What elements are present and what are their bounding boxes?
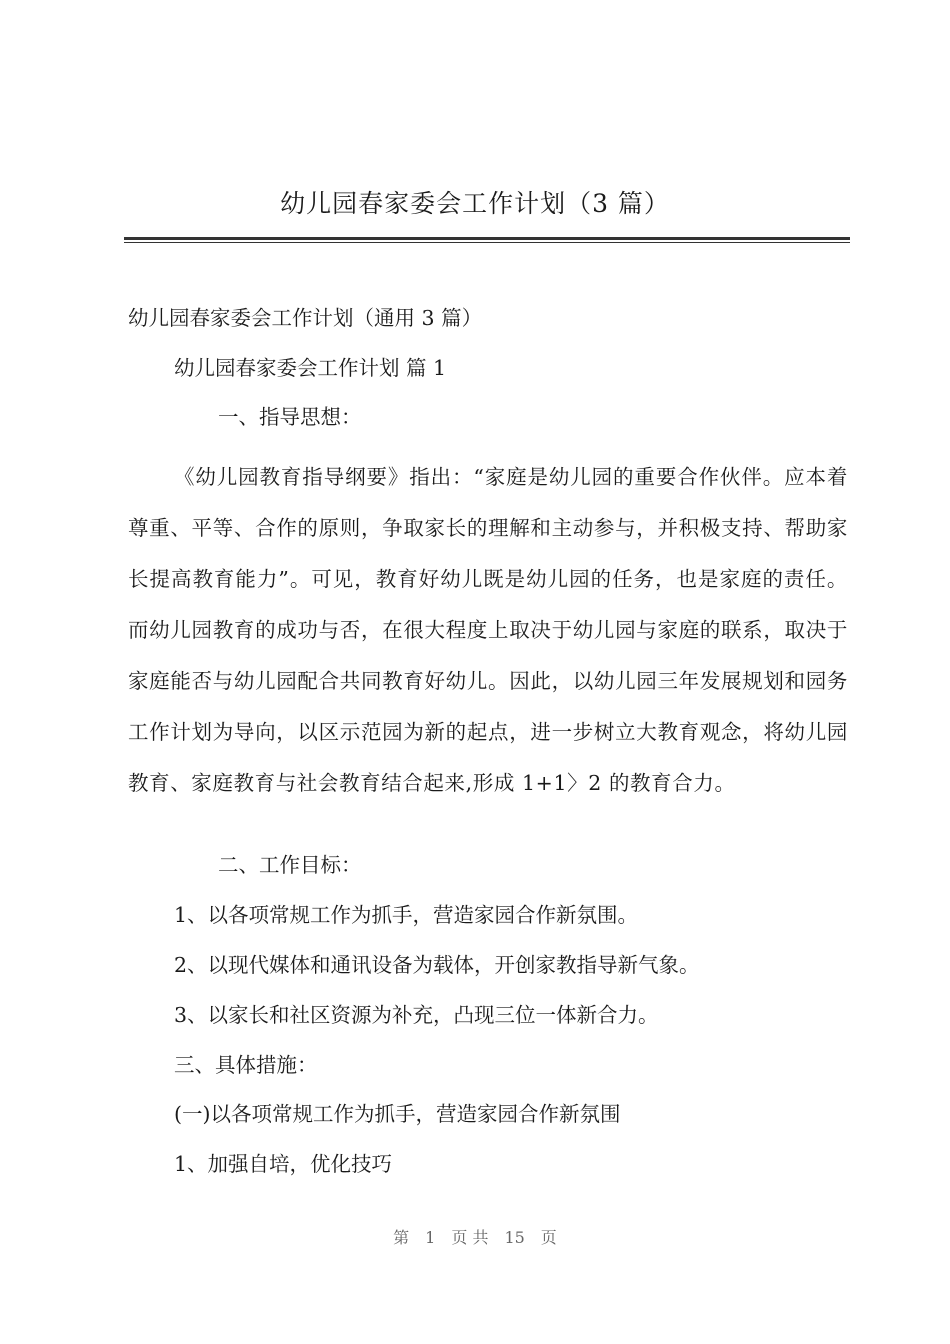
paragraph-guiding-ideology: 《幼儿园教育指导纲要》指出：“家庭是幼儿园的重要合作伙伴。应本着尊重、平等、合作的原则，争取家长的理解和主动参与，并积极支持、帮助家长提高教育能力”。可见，教育好幼儿既是幼儿园的任务，也是家庭的责任。而幼儿园教育的成功与否，在很大程度上取决于幼儿园与家庭的联系，取决于家庭能否与幼儿园配合共同教育好幼儿。因此，以幼儿园三年发展规划和园务工作计划为导向，以区示范园为新的起点，进一步树立大教育观念，将幼儿园教育、家庭教育与社会教育结合起来,形成 1+1〉2 的教育合力。 [128,465,848,795]
goal-item-3: 3、以家长和社区资源为补充，凸现三位一体新合力。 [174,1003,659,1027]
title-rule-thick [124,237,850,240]
goal-item-2: 2、以现代媒体和通讯设备为载体，开创家教指导新气象。 [174,953,700,977]
measure-item-1: (一)以各项常规工作为抓手，营造家园合作新氛围 [174,1102,621,1126]
heading-measures: 三、具体措施： [174,1053,318,1077]
heading-guiding-ideology: 一、指导思想： [218,405,362,429]
goal-item-1: 1、以各项常规工作为抓手，营造家园合作新氛围。 [174,903,639,927]
page-number-footer: 第 1 页 共 15 页 [393,1228,557,1247]
heading-work-goals: 二、工作目标： [218,853,362,877]
section-heading: 幼儿园春家委会工作计划 篇 1 [174,356,447,380]
document-title: 幼儿园春家委会工作计划（3 篇） [280,189,670,218]
document-subtitle: 幼儿园春家委会工作计划（通用 3 篇） [128,306,483,330]
title-rule-thin [124,242,850,243]
measure-subitem-1: 1、加强自培，优化技巧 [174,1152,393,1176]
